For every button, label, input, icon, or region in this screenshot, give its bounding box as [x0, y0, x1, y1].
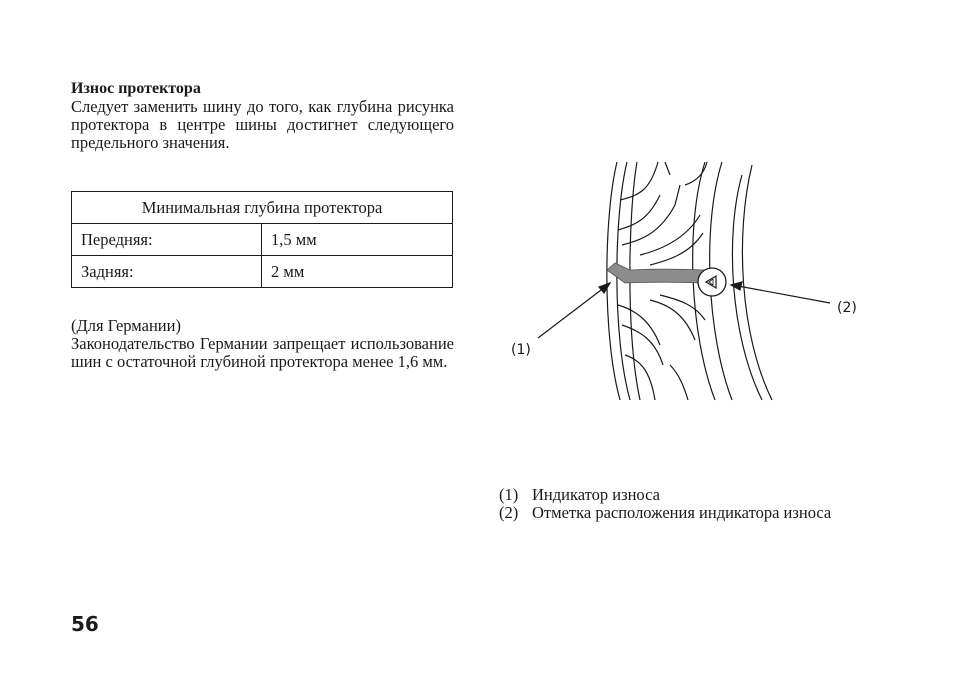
tread-depth-table [71, 191, 453, 288]
callout-1: (1) [511, 342, 531, 358]
table-row [72, 256, 453, 288]
arrowhead-2-icon [731, 282, 742, 290]
table-cell-rear-value: 2 мм [262, 256, 453, 288]
table-cell-rear-label: Задняя: [72, 256, 262, 288]
table-header-row [72, 192, 453, 224]
table-cell-front-label: Передняя: [72, 224, 262, 256]
wear-indicator-band [607, 263, 705, 283]
table-cell-front-value: 1,5 мм [262, 224, 453, 256]
germany-note [71, 317, 454, 371]
leader-line-2 [738, 286, 830, 303]
legend-item [499, 504, 852, 522]
table-row [72, 224, 453, 256]
legend-number: (2) [499, 503, 519, 522]
legend-number: (1) [499, 485, 519, 504]
germany-note-text: Законодательство Германии запрещает использование шин с остаточной глубиной протектора менее 1,6 мм. [71, 334, 454, 371]
legend-text: Отметка расположения индикатора износа [532, 503, 832, 522]
arrowhead-1-icon [599, 283, 610, 293]
legend-item [499, 486, 852, 504]
indicator-mark-circle [698, 268, 726, 296]
callout-2: (2) [837, 300, 857, 316]
figure-legend [499, 486, 852, 522]
page-number: 56 [71, 612, 99, 636]
intro-paragraph: Следует заменить шину до того, как глубина рисунка протектора в центре шины достигнет следующего предельного значения. [71, 97, 454, 152]
tire-wear-figure [500, 155, 880, 410]
table-header-cell: Минимальная глубина протектора [72, 192, 453, 224]
section-heading: Износ протектора [71, 80, 201, 97]
leader-line-1 [538, 287, 605, 338]
germany-note-title: (Для Германии) [71, 316, 181, 335]
legend-text: Индикатор износа [532, 485, 660, 504]
